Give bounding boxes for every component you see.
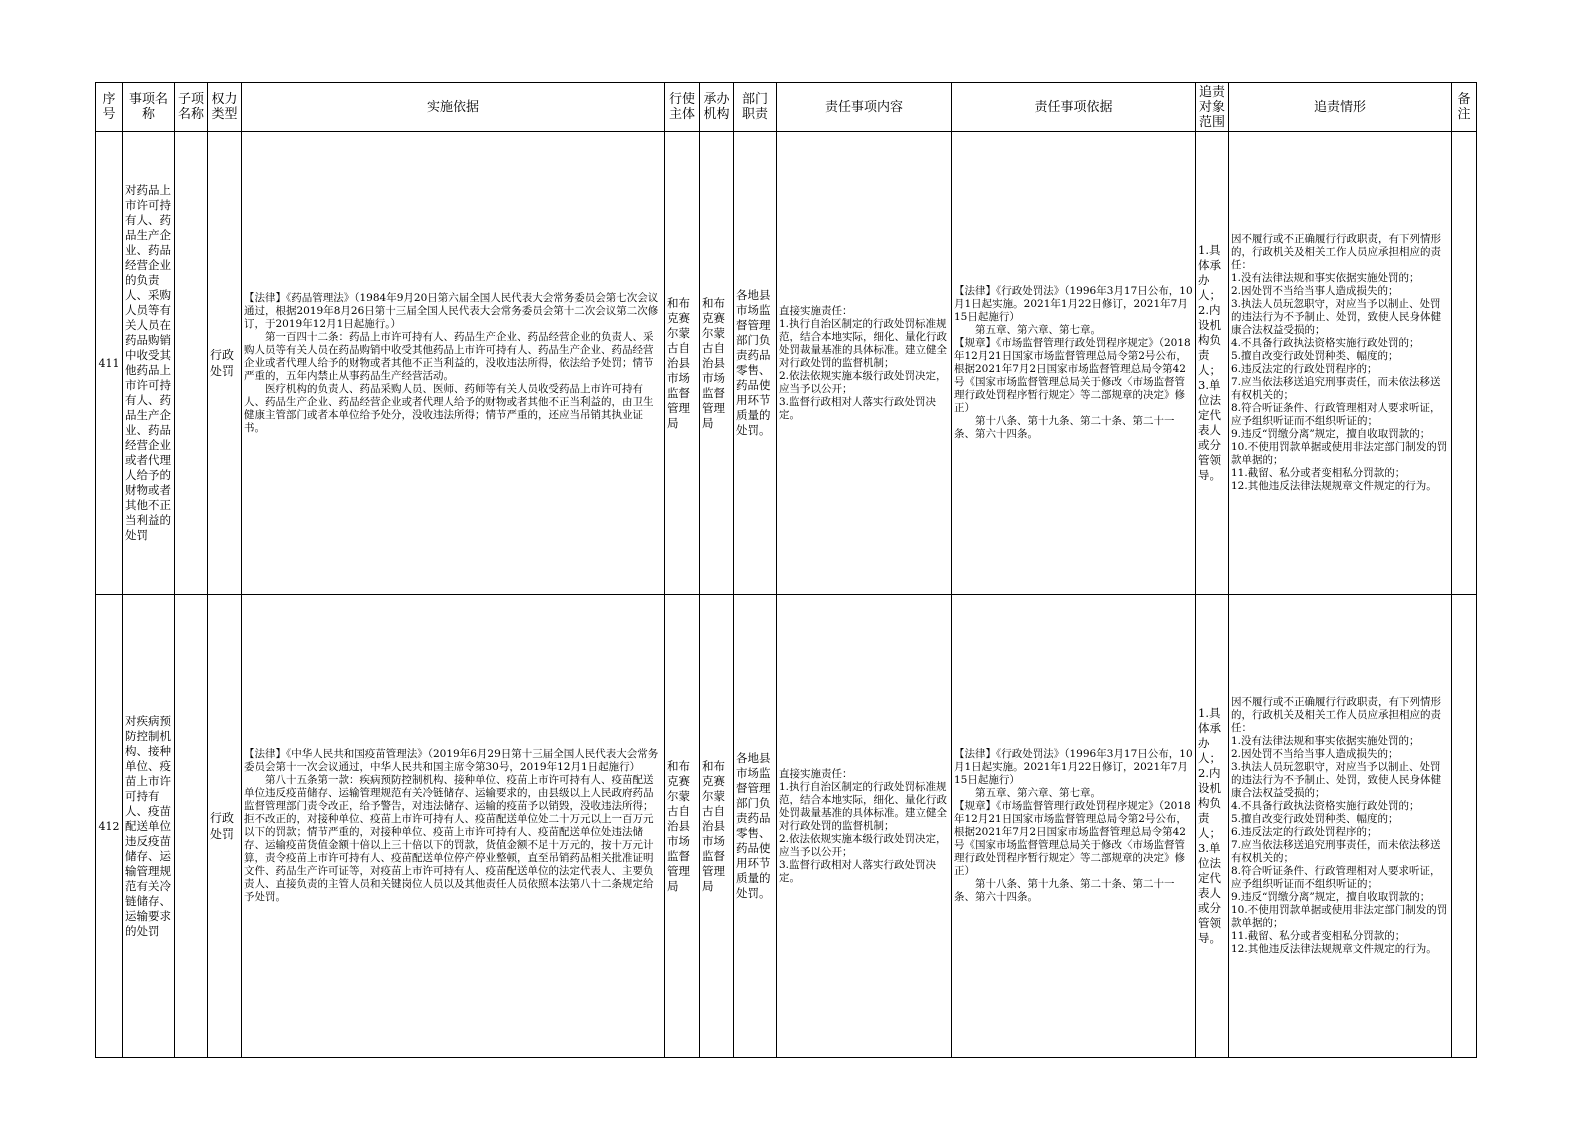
resp-basis-line: 第十八条、第十九条、第二十条、第二十一条、第六十四条。: [954, 878, 1175, 903]
resp-content-line: 直接实施责任：: [779, 304, 853, 317]
row-resp-basis: [952, 595, 1196, 1058]
resp-content-line: 直接实施责任：: [779, 767, 853, 780]
header-resp-basis: 责任事项依据: [952, 83, 1196, 132]
situation-line: 6.违反法定的行政处罚程序的；: [1231, 826, 1378, 838]
situation-line: 6.违反法定的行政处罚程序的；: [1231, 363, 1378, 375]
row-sub-item: [175, 595, 208, 1058]
row-remark: [1452, 132, 1477, 595]
situation-line: 7.应当依法移送追究刑事责任，而未依法移送有权机关的；: [1231, 839, 1441, 864]
row-power-type: 行政处罚: [208, 132, 242, 595]
responsibility-table: [95, 82, 1477, 1058]
header-situation: 追责情形: [1229, 83, 1452, 132]
resp-basis-line: 【规章】《市场监督管理行政处罚程序规定》（2018年12月21日国家市场监督管理总局令第2号公布，根据2021年7月2日国家市场监督管理总局令第42号《国家市场监督管理总局关于修改〈市场监督管理行政处罚程序暂行规定〉等二部规章的决定》修正）: [954, 337, 1191, 414]
header-item-name: 事项名称: [123, 83, 175, 132]
situation-line: 9.违反“罚缴分离”规定，擅自收取罚款的；: [1231, 891, 1431, 903]
resp-content-line: 2.依法依规实施本级行政处罚决定，应当予以公开；: [779, 369, 947, 395]
row-situation: [1229, 595, 1452, 1058]
header-scope: 追责对象范围: [1196, 83, 1229, 132]
row-subject: 和布克赛尔蒙古自治县市场监督管理局: [665, 132, 700, 595]
row-situation: [1229, 132, 1452, 595]
row-resp-basis: [952, 132, 1196, 595]
resp-content-line: 2.依法依规实施本级行政处罚决定，应当予以公开；: [779, 832, 947, 858]
basis-paragraph: 第一百四十二条：药品上市许可持有人、药品生产企业、药品经营企业的负责人、采购人员等有关人员在药品购销中收受其他药品上市许可持有人、药品生产企业、药品经营企业或者代理人给予的财物或者其他不正当利益的，没收违法所得，依法给予处罚；情节严重的，五年内禁止从事药品生产经营活动。: [244, 330, 654, 382]
resp-content-line: 3.监督行政相对人落实行政处罚决定。: [779, 858, 937, 884]
situation-line: 3.执法人员玩忽职守，对应当予以制止、处罚的违法行为不予制止、处罚，致使人民身体健康合法权益受损的；: [1231, 298, 1441, 336]
resp-basis-line: 第五章、第六章、第七章。: [975, 787, 1101, 799]
resp-basis-line: 【规章】《市场监督管理行政处罚程序规定》（2018年12月21日国家市场监督管理总局令第2号公布，根据2021年7月2日国家市场监督管理总局令第42号《国家市场监督管理总局关于修改〈市场监督管理行政处罚程序暂行规定〉等二部规章的决定》修正）: [954, 800, 1191, 877]
row-agency: 和布克赛尔蒙古自治县市场监督管理局: [700, 595, 734, 1058]
row-agency: 和布克赛尔蒙古自治县市场监督管理局: [700, 132, 734, 595]
resp-content-line: 1.执行自治区制定的行政处罚标准规范，结合本地实际，细化、量化行政处罚裁量基准的具体标准。建立健全对行政处罚的监督机制；: [779, 780, 947, 832]
resp-basis-line: 第十八条、第十九条、第二十条、第二十一条、第六十四条。: [954, 415, 1175, 440]
resp-basis-line: 【法律】《行政处罚法》（1996年3月17日公布，10月1日起实施。2021年1月22日修订，2021年7月15日起施行）: [954, 748, 1193, 786]
row-power-type: 行政处罚: [208, 595, 242, 1058]
basis-paragraph: 【法律】《中华人民共和国疫苗管理法》（2019年6月29日第十三届全国人民代表大会常务委员会第十一次会议通过，中华人民共和国主席令第30号，2019年12月1日起施行）: [244, 748, 659, 773]
row-scope: 1.具体承办人；2.内设机构负责人；3.单位法定代表人或分管领导。: [1196, 132, 1229, 595]
resp-content-line: 1.执行自治区制定的行政处罚标准规范，结合本地实际，细化、量化行政处罚裁量基准的具体标准。建立健全对行政处罚的监督机制；: [779, 317, 947, 369]
row-basis: [242, 595, 665, 1058]
situation-line: 12.其他违反法律法规规章文件规定的行为。: [1231, 480, 1437, 492]
situation-line: 8.符合听证条件、行政管理相对人要求听证，应予组织听证而不组织听证的；: [1231, 402, 1441, 427]
situation-line: 4.不具备行政执法资格实施行政处罚的；: [1231, 800, 1420, 812]
situation-line: 因不履行或不正确履行行政职责，有下列情形的，行政机关及相关工作人员应承担相应的责任：: [1231, 696, 1441, 734]
header-sub-item: 子项名称: [175, 83, 208, 132]
situation-line: 7.应当依法移送追究刑事责任，而未依法移送有权机关的；: [1231, 376, 1441, 401]
table-row: [96, 132, 1477, 595]
situation-line: 2.因处罚不当给当事人造成损失的；: [1231, 748, 1399, 760]
situation-line: 5.擅自改变行政处罚种类、幅度的；: [1231, 813, 1399, 825]
row-seq: 411: [96, 132, 123, 595]
situation-line: 4.不具备行政执法资格实施行政处罚的；: [1231, 337, 1420, 349]
header-seq: 序号: [96, 83, 123, 132]
header-agency: 承办机构: [700, 83, 734, 132]
row-dept-duty: 各地县市场监督管理部门负责药品零售、药品使用环节质量的处罚。: [734, 595, 777, 1058]
situation-line: 1.没有法律法规和事实依据实施处罚的；: [1231, 735, 1420, 747]
header-dept-duty: 部门职责: [734, 83, 777, 132]
row-sub-item: [175, 132, 208, 595]
header-basis: 实施依据: [242, 83, 665, 132]
row-subject: 和布克赛尔蒙古自治县市场监督管理局: [665, 595, 700, 1058]
situation-line: 12.其他违反法律法规规章文件规定的行为。: [1231, 943, 1437, 955]
header-remark: 备注: [1452, 83, 1477, 132]
row-basis: [242, 132, 665, 595]
header-resp-content: 责任事项内容: [777, 83, 952, 132]
basis-paragraph: 医疗机构的负责人、药品采购人员、医师、药师等有关人员收受药品上市许可持有人、药品生产企业、药品经营企业或者代理人给予的财物或者其他不正当利益的，由卫生健康主管部门或者本单位给予处分，没收违法所得；情节严重的，还应当吊销其执业证书。: [244, 382, 654, 434]
resp-basis-line: 第五章、第六章、第七章。: [975, 324, 1101, 336]
row-scope: 1.具体承办人；2.内设机构负责人；3.单位法定代表人或分管领导。: [1196, 595, 1229, 1058]
row-item-name: 对疾病预防控制机构、接种单位、疫苗上市许可持有人、疫苗配送单位违反疫苗储存、运输管理规范有关冷链储存、运输要求的处罚: [123, 595, 175, 1058]
situation-line: 1.没有法律法规和事实依据实施处罚的；: [1231, 272, 1420, 284]
situation-line: 11.截留、私分或者变相私分罚款的；: [1231, 930, 1406, 942]
header-row: [96, 83, 1477, 132]
resp-content-line: 3.监督行政相对人落实行政处罚决定。: [779, 395, 937, 421]
situation-line: 3.执法人员玩忽职守，对应当予以制止、处罚的违法行为不予制止、处罚，致使人民身体健康合法权益受损的；: [1231, 761, 1441, 799]
situation-line: 5.擅自改变行政处罚种类、幅度的；: [1231, 350, 1399, 362]
basis-paragraph: 【法律】《药品管理法》（1984年9月20日第六届全国人民代表大会常务委员会第七次会议通过，根据2019年8月26日第十三届全国人民代表大会常务委员会第十二次会议第二次修订，于2019年12月1日起施行。）: [244, 291, 659, 330]
row-resp-content: [777, 132, 952, 595]
situation-line: 11.截留、私分或者变相私分罚款的；: [1231, 467, 1406, 479]
situation-line: 因不履行或不正确履行行政职责，有下列情形的，行政机关及相关工作人员应承担相应的责任：: [1231, 233, 1441, 271]
basis-paragraph: 第八十五条第一款：疾病预防控制机构、接种单位、疫苗上市许可持有人、疫苗配送单位违反疫苗储存、运输管理规范有关冷链储存、运输要求的，由县级以上人民政府药品监督管理部门责令改正，给予警告，对违法储存、运输的疫苗予以销毁，没收违法所得；拒不改正的，对接种单位、疫苗上市许可持有人、疫苗配送单位处二十万元以上一百万元以下的罚款；情节严重的，对接种单位、疫苗上市许可持有人、疫苗配送单位处违法储存、运输疫苗货值金额十倍以上三十倍以下的罚款，货值金额不足十万元的，按十万元计算，责令疫苗上市许可持有人、疫苗配送单位停产停业整顿，直至吊销药品相关批准证明文件、药品生产许可证等，对疫苗上市许可持有人、疫苗配送单位的法定代表人、主要负责人、直接负责的主管人员和关键岗位人员以及其他责任人员依照本法第八十二条规定给予处罚。: [244, 774, 654, 903]
situation-line: 9.违反“罚缴分离”规定，擅自收取罚款的；: [1231, 428, 1431, 440]
row-dept-duty: 各地县市场监督管理部门负责药品零售、药品使用环节质量的处罚。: [734, 132, 777, 595]
header-subject: 行使主体: [665, 83, 700, 132]
situation-line: 10.不使用罚款单据或使用非法定部门制发的罚款单据的；: [1231, 904, 1448, 929]
situation-line: 10.不使用罚款单据或使用非法定部门制发的罚款单据的；: [1231, 441, 1448, 466]
row-remark: [1452, 595, 1477, 1058]
row-resp-content: [777, 595, 952, 1058]
resp-basis-line: 【法律】《行政处罚法》（1996年3月17日公布，10月1日起实施。2021年1月22日修订，2021年7月15日起施行）: [954, 285, 1193, 323]
situation-line: 2.因处罚不当给当事人造成损失的；: [1231, 285, 1399, 297]
situation-line: 8.符合听证条件、行政管理相对人要求听证，应予组织听证而不组织听证的；: [1231, 865, 1441, 890]
row-item-name: 对药品上市许可持有人、药品生产企业、药品经营企业的负责人、采购人员等有关人员在药品购销中收受其他药品上市许可持有人、药品生产企业、药品经营企业或者代理人给予的财物或者其他不正当利益的处罚: [123, 132, 175, 595]
table-row: [96, 595, 1477, 1058]
row-seq: 412: [96, 595, 123, 1058]
header-power-type: 权力类型: [208, 83, 242, 132]
